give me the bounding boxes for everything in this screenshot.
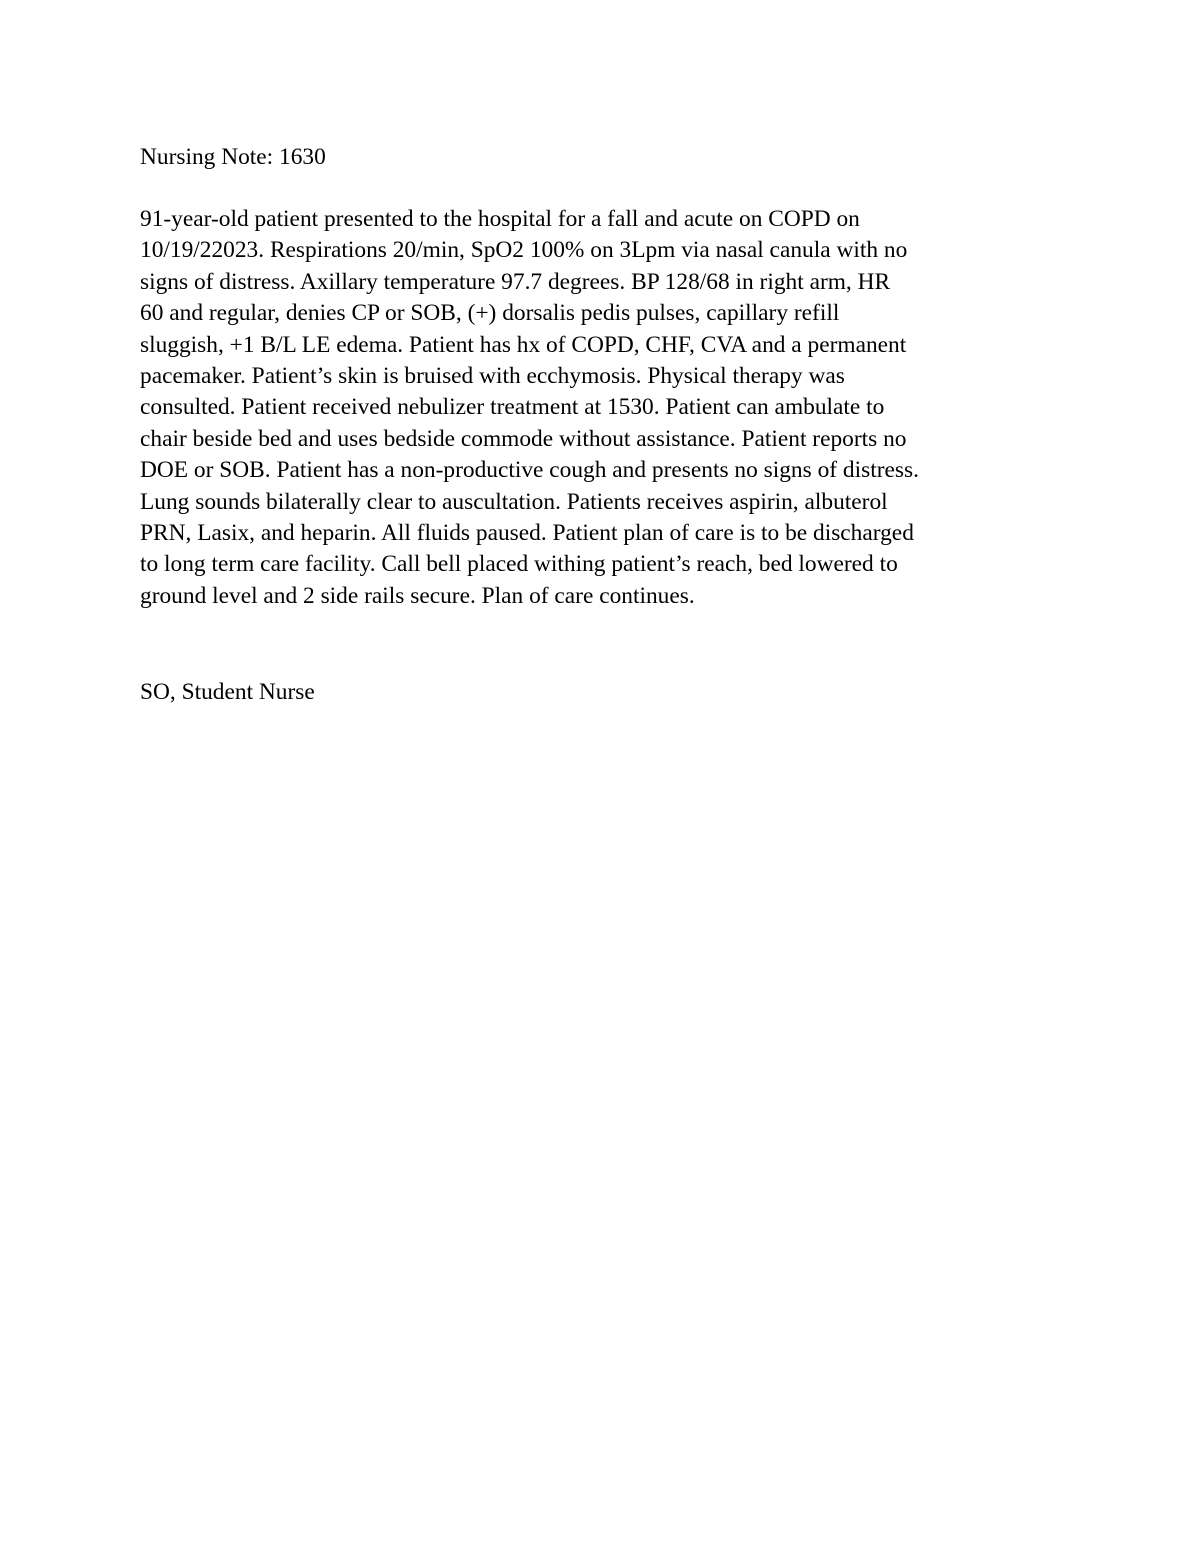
- note-body: 91-year-old patient presented to the hospital for a fall and acute on COPD on 10/19/22023. Respirations 20/min, SpO2 100% on 3Lpm via nasal canula with no signs of distress. Axillary temperature 97.7 degrees. BP 128/68 in right arm, HR 60 and regular, denies CP or SOB, (+) dorsalis pedis pulses, capillary refill sluggish, +1 B/L LE edema. Patient has hx of COPD, CHF, CVA and a permanent pacemaker. Patient’s skin is bruised with ecchymosis. Physical therapy was consulted. Patient received nebulizer treatment at 1530. Patient can ambulate to chair beside bed and uses bedside commode without assistance. Patient reports no DOE or SOB. Patient has a non-productive cough and presents no signs of distress. Lung sounds bilaterally clear to auscultation. Patients receives aspirin, albuterol PRN, Lasix, and heparin. All fluids paused. Patient plan of care is to be discharged to long term care facility. Call bell placed withing patient’s reach, bed lowered to ground level and 2 side rails secure. Plan of care continues.: [140, 206, 919, 609]
- note-signature: SO, Student Nurse: [140, 679, 315, 705]
- note-title: Nursing Note: 1630: [140, 144, 326, 170]
